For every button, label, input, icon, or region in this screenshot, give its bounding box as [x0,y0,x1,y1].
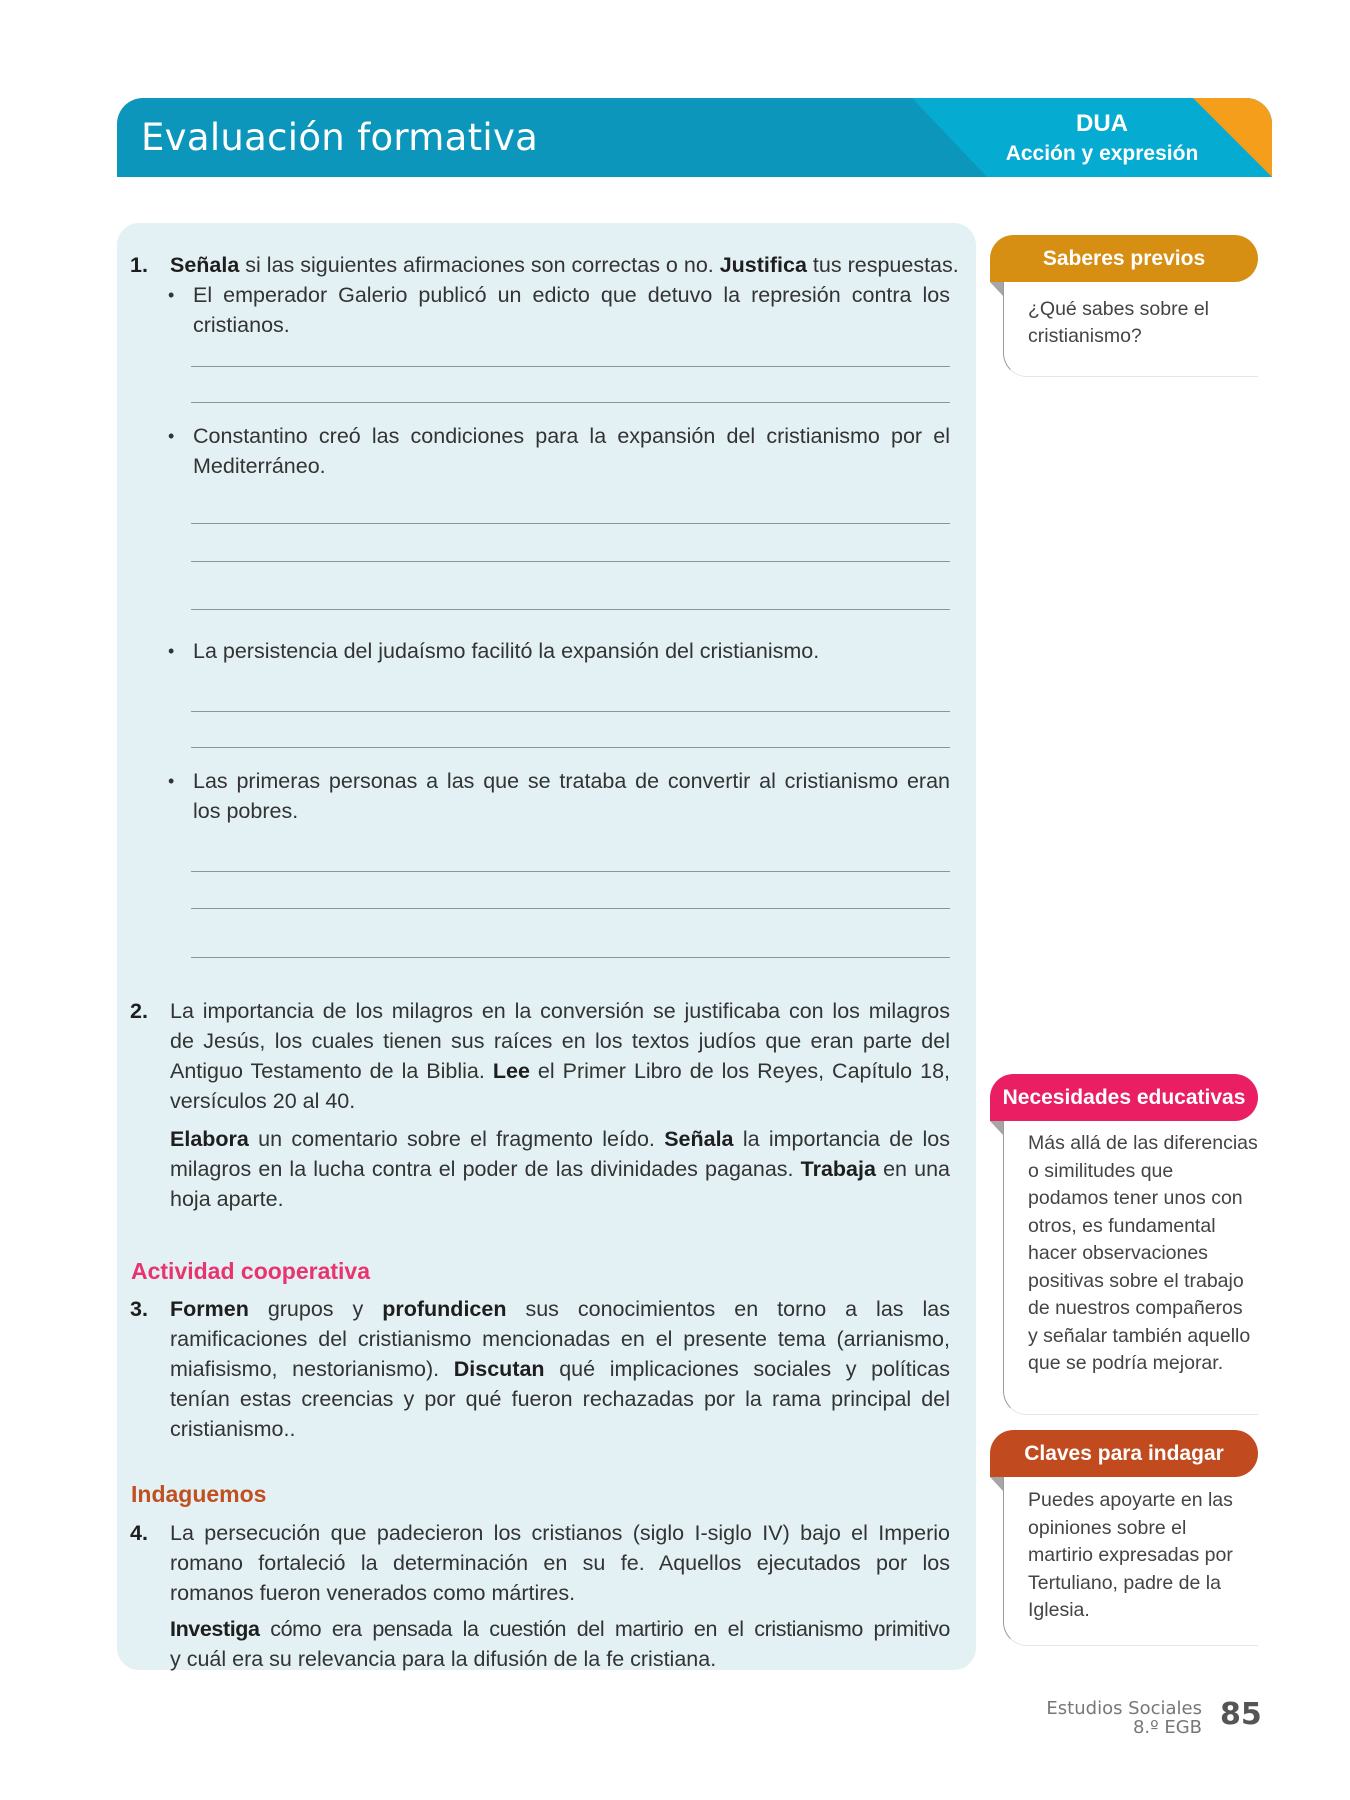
text: tus respuestas. [806,253,959,277]
answer-line[interactable] [191,366,950,367]
card-text-line: Más allá de las diferencias [1028,1132,1258,1154]
question-2-p2-line2 [170,1154,950,1184]
text: Antiguo Testamento de la Biblia. [170,1059,493,1083]
question-2-line4: versículos 20 al 40. [170,1089,356,1113]
text: en una [875,1157,951,1181]
text: cómo era pensada la cuestión del martirio en el cristianismo primitivo [259,1617,950,1641]
card-text-line: Iglesia. [1028,1599,1090,1621]
subject-name: Estudios Sociales [1046,1698,1202,1719]
question-4-line3: romanos fueron venerados como mártires. [170,1581,576,1605]
question-4-p2-line1 [170,1614,950,1644]
card-body [1003,1121,1258,1415]
question-3-line4: tenían estas creencias y por qué fueron rechazadas por la rama principal del [170,1387,950,1411]
card-saberes-previos [990,235,1258,377]
card-text-line: y señalar también aquello [1028,1324,1251,1347]
card-text-line: o similitudes que [1028,1159,1174,1182]
answer-line[interactable] [191,609,950,610]
bullet-icon: • [168,426,175,446]
verb: Lee [492,1059,530,1083]
question-3-line5: cristianismo.. [170,1417,296,1441]
bullet-icon: • [168,285,175,305]
verb: Trabaja [800,1157,876,1181]
card-text-line: otros, es fundamental [1028,1214,1216,1237]
card-title: Claves para indagar [990,1430,1258,1477]
dua-subtitle: Acción y expresión [1005,142,1199,165]
answer-line[interactable] [191,523,950,524]
card-text-line: Tertuliano, padre de la [1028,1571,1221,1594]
card-text-line: que se podría mejorar. [1028,1352,1224,1374]
card-fold [990,1121,1003,1135]
text: qué implicaciones sociales y políticas [544,1357,950,1381]
verb: Discutan [453,1357,545,1381]
footer-subject [1046,1699,1202,1737]
answer-line[interactable] [191,908,950,909]
verb: Señala [170,253,240,277]
statement-2-line2: Mediterráneo. [193,454,326,478]
question-2-p2-line3: hoja aparte. [170,1187,284,1211]
question-4-line2: romano fortaleció la determinación en su fe. Aquellos ejecutados por los [170,1551,950,1575]
question-number: 3. [130,1297,148,1321]
card-title: Necesidades educativas [990,1074,1258,1121]
card-text-line: de nuestros compañeros [1028,1297,1243,1319]
verb: Justifica [719,253,807,277]
card-text-line: hacer observaciones [1028,1242,1208,1264]
card-claves-para-indagar [990,1430,1258,1646]
text: sus conocimientos en torno a las las [506,1297,950,1321]
card-necesidades-educativas [990,1074,1258,1414]
section-banner [117,98,1272,177]
section-heading-indaguemos: Indaguemos [131,1481,267,1507]
question-4-line1: La persecución que padecieron los cristianos (siglo I-siglo IV) bajo el Imperio [170,1521,950,1545]
text: un comentario sobre el fragmento leído. [248,1127,665,1151]
answer-line[interactable] [191,871,950,872]
card-body [1003,1477,1258,1646]
statement-1-line1: El emperador Galerio publicó un edicto que detuvo la represión contra los [193,283,950,307]
card-fold [990,1477,1003,1491]
page-number: 85 [1220,1697,1262,1732]
statement-1-line2: cristianos. [193,313,290,337]
question-2-line3 [170,1056,950,1086]
card-text-line: cristianismo? [1028,325,1142,347]
verb: Investiga [170,1617,260,1641]
question-number: 2. [130,999,148,1023]
text: el Primer Libro de los Reyes, Capítulo 18, [529,1059,950,1083]
question-3-line3 [170,1354,950,1384]
question-2-p2-line1 [170,1124,950,1154]
bullet-icon: • [168,771,175,791]
verb: Elabora [170,1127,249,1151]
verb: Señala [664,1127,734,1151]
text: si las siguientes afirmaciones son correctas o no. [239,253,720,277]
card-text-line: Puedes apoyarte en las [1028,1489,1233,1511]
page-title: Evaluación formativa [141,116,539,159]
answer-line[interactable] [191,561,950,562]
verb: Formen [170,1297,249,1321]
statement-4-line2: los pobres. [193,799,299,823]
card-fold [990,282,1003,296]
question-4-p2-line2: y cuál era su relevancia para la difusión de la fe cristiana. [170,1647,717,1671]
section-heading-cooperativa: Actividad cooperativa [131,1258,371,1284]
card-text-line: positivas sobre el trabajo [1028,1269,1244,1292]
card-text-line: martirio expresadas por [1028,1544,1233,1566]
card-text-line: podamos tener unos con [1028,1187,1243,1209]
answer-line[interactable] [191,747,950,748]
question-3-line1 [170,1294,950,1324]
card-title: Saberes previos [990,235,1258,282]
answer-line[interactable] [191,957,950,958]
text: miafisismo, nestorianismo). [170,1357,454,1381]
bullet-icon: • [168,641,175,661]
card-body [1003,282,1258,377]
text: la importancia de los [733,1127,950,1151]
card-text-line: ¿Qué sabes sobre el [1028,298,1210,320]
question-1-prompt [170,250,959,280]
card-text-line: opiniones sobre el [1028,1516,1187,1539]
verb: profundicen [382,1297,507,1321]
question-2-line2: de Jesús, los cuales tienen sus raíces en los textos judíos que eran parte del [170,1029,950,1053]
question-number: 1. [130,253,148,277]
grade-label: 8.º EGB [1132,1717,1202,1738]
question-2-line1: La importancia de los milagros en la conversión se justificaba con los milagros [170,999,950,1023]
question-number: 4. [130,1521,148,1545]
answer-line[interactable] [191,711,950,712]
statement-3-line1: La persistencia del judaísmo facilitó la expansión del cristianismo. [193,639,820,663]
text: grupos y [248,1297,383,1321]
statement-4-line1: Las primeras personas a las que se trataba de convertir al cristianismo eran [193,769,950,793]
answer-line[interactable] [191,402,950,403]
dua-label: DUA [1076,110,1128,137]
text: milagros en la lucha contra el poder de las divinidades paganas. [170,1157,801,1181]
question-3-line2: ramificaciones del cristianismo mencionadas en el presente tema (arrianismo, [170,1327,950,1351]
statement-2-line1: Constantino creó las condiciones para la expansión del cristianismo por el [193,424,950,448]
